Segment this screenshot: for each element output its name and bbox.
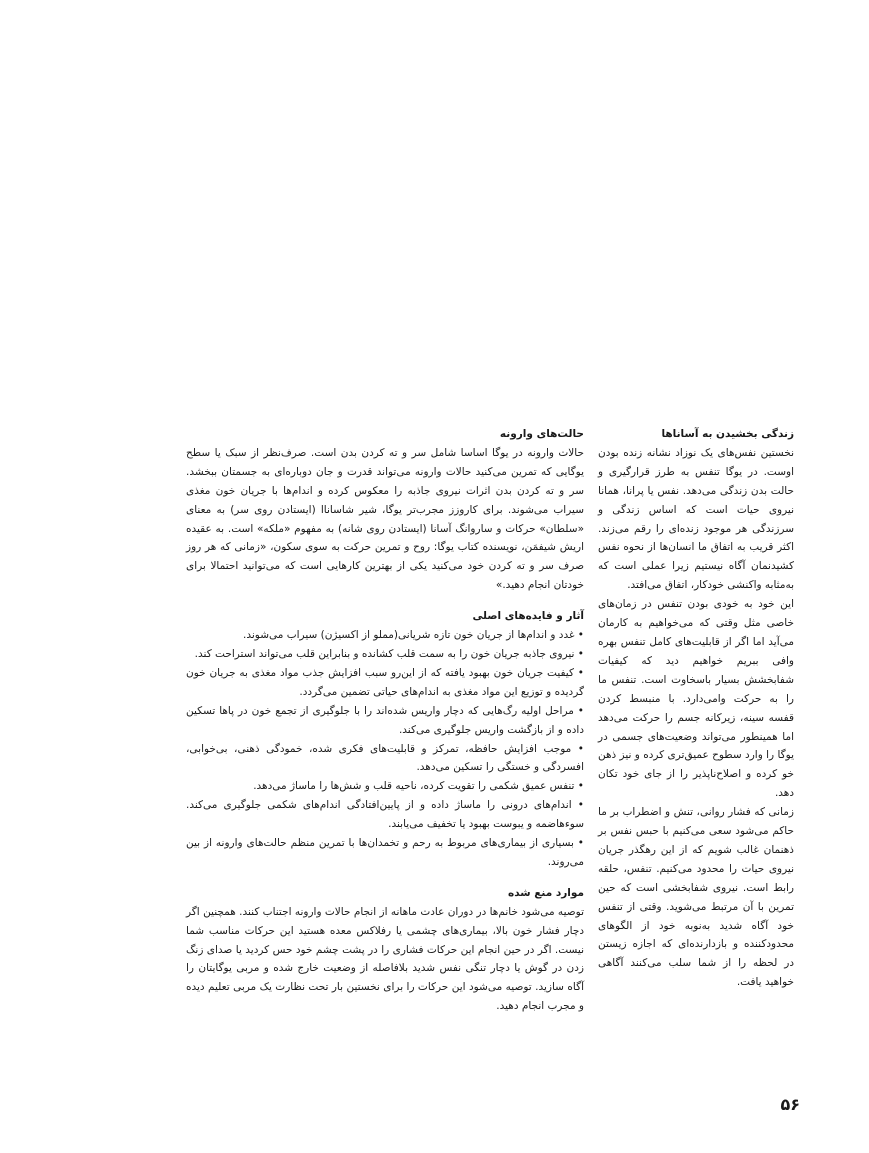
paragraph: توصیه می‌شود خانم‌ها در دوران عادت ماهانه از انجام حالات وارونه اجتناب کنند. همچنین اگر دچار فشار خون بالا، بیماری‌های چشمی یا رفلاکس معده هستید این حرکات مناسب شما نیست. اگر در حین انجام این حرکات فشاری را در پشت چشم خود حس کردید یا صدای زنگ زدن در گوش یا دچار تنگی نفس شدید بلافاصله از وضعیت خارج شده و مربی یوگایتان را آگاه سازید. توصیه می‌شود این حرکات را برای نخستین بار تحت نظارت یک مربی تعلیم دیده و مجرب انجام دهید.	[186, 905, 584, 1013]
section-heading-inversions: حالت‌های وارونه	[499, 428, 584, 440]
section-benefits	[186, 607, 584, 872]
section-contraindications	[186, 884, 584, 1016]
paragraph: زمانی که فشار روانی، تنش و اضطراب بر ما حاکم می‌شود سعی می‌کنیم با حبس نفس بر ذهنمان غالب شویم که از این رهگذر جریان نیروی حیات را محدود می‌کنیم. تنفس، حلقه رابط است. نیروی شفابخشی است که حین تمرین با آن مرتبط می‌شوید. وقتی از تنفس خود آگاه شدید به‌نوبه خود از الگوهای محدودکننده و بازدارنده‌ای که اجازه زیستن در لحظه را از شما سلب می‌کنند آگاهی خواهید یافت.	[598, 806, 794, 989]
section-heading-benefits: آثار و فایده‌های اصلی	[472, 610, 584, 623]
section-heading-breath: زندگی بخشیدن به آسانا‌ها	[661, 428, 794, 440]
benefit-item: • نیروی جاذبه جریان خون را به سمت قلب کشانده و بنابراین قلب می‌تواند استراحت کند.	[194, 647, 584, 660]
benefit-item: • غدد و اندام‌ها از جریان خون تازه شریانی(مملو از اکسیژن) سیراب می‌شوند.	[243, 629, 584, 642]
paragraph: حالات وارونه در یوگا اساسا شامل سر و ته کردن بدن است. صرف‌نظر از سبک یا سطح یوگایی که تمرین می‌کنید حالات وارونه می‌تواند قدرت و جان دوباره‌ای به جسمتان ببخشد. سر و ته کردن بدن اثرات نیروی جاذبه را معکوس کرده و اندام‌ها با جریان خون مغذی سیراب می‌شوند. برای کاروزز مجرب‌تر یوگا، شیر شاساناا (ایستادن روی سر) به معنای «سلطان» حرکات و ساروانگ آسانا (ایستادن روی شانه) به مفهوم «ملکه» است. به عقیده اریش شیفمَن، نویسنده کتاب یوگا: روح و تمرین حرکت به سوی سکون، «زمانی که هر روز صرف سر و ته کردن خود می‌کنید یکی از بهترین کارهایی است که می‌توانید احتمالا برای خودتان انجام دهید.»	[186, 446, 584, 592]
paragraph: نخستین نفس‌های یک نوزاد نشانه زنده بودن اوست. در یوگا تنفس به طرز قرارگیری و حالت بدن زندگی می‌دهد. نفس یا پرانا، همانا نیروی حیات است که اساس زندگی و سرزندگی هر موجود زنده‌ای را رقم می‌زند. اکثر قریب به اتفاق ما انسان‌ها از نحوه نفس کشیدنمان آگاه نیستیم زیرا عملی است که به‌مثابه واکنشی خودکار، اتفاق می‌افتد.	[598, 446, 794, 592]
paragraph: این خود به خودی بودن تنفس در زمان‌های خاصی مثل وقتی که می‌خواهیم به کارمان می‌آید اما اگر از قابلیت‌های کامل تنفس بهره وافی ببریم خواهیم دید که کیفیات شفابخشش بسیار باسخاوت است. تنفس ما را به حرکت وامی‌دارد. با منبسط کردن قفسه سینه، زیرکانه جسم را حرکت می‌دهد اما همینطور می‌تواند وضعیت‌های جسمی در یوگا را وارد سطوح عمیق‌تری کرده و نیز ذهن خو کرده و اصلاح‌ناپذیر را از جای خود تکان دهد.	[598, 598, 794, 800]
left-column	[186, 425, 584, 1028]
section-inversions	[186, 425, 584, 595]
benefit-item: • مراحل اولیه رگ‌هایی که دچار واریس شده‌اند را با جلوگیری از تجمع خون در پاها تسکین داده و از بازگشت واریس جلوگیری می‌کند.	[186, 704, 584, 736]
right-column	[598, 425, 794, 992]
benefit-item: • موجب افزایش حافظه، تمرکز و قابلیت‌های فکری شده، خمودگی ذهنی، بی‌خوابی، افسردگی و خستگی را تسکین می‌دهد.	[186, 742, 584, 774]
benefit-item: • بسیاری از بیماری‌های مربوط به رحم و تخمدان‌ها با تمرین منظم حالت‌های وارونه از بین می‌روند.	[186, 837, 584, 868]
benefit-item: • کیفیت جریان خون بهبود یافته که از این‌رو سبب افزایش جذب مواد مغذی به جریان خون گردیده و توزیع این مواد مغذی به اندام‌های حیاتی تضمین می‌گردد.	[186, 666, 584, 698]
page-number: ۵۶	[780, 1095, 800, 1114]
benefit-item: • تنفس عمیق شکمی را تقویت کرده، ناحیه قلب و شش‌ها را ماساژ می‌دهد.	[253, 780, 584, 793]
section-heading-contraindications: موارد منع شده	[508, 886, 584, 899]
benefit-item: • اندام‌های درونی را ماساژ داده و از پایین‌افتادگی اندام‌های شکمی جلوگیری می‌کند. سوءهاضمه و یبوست بهبود یا تخفیف می‌یابند.	[186, 799, 584, 831]
